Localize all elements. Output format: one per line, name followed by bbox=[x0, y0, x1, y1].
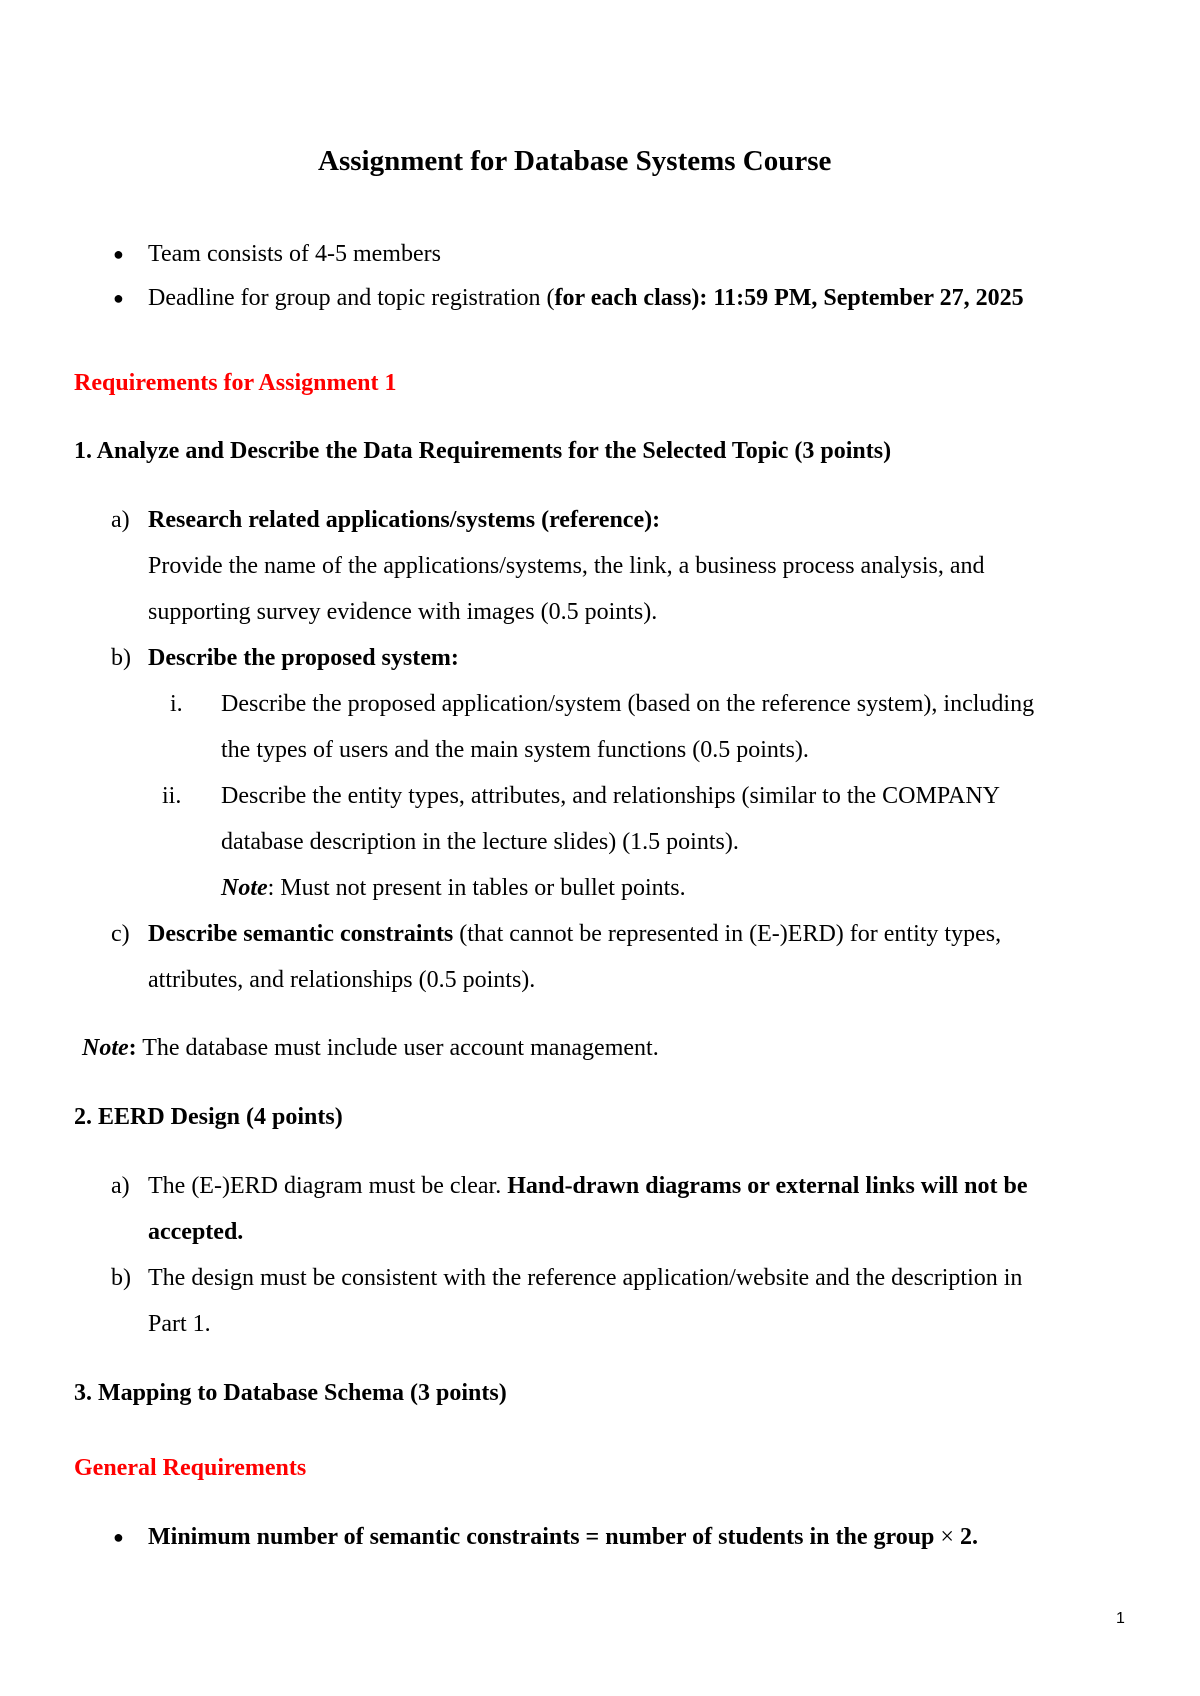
semantic-constraints-line2: attributes, and relationships (0.5 points). bbox=[148, 967, 536, 993]
research-title: Research related applications/systems (reference): bbox=[148, 507, 661, 533]
proposed-ii-line1: Describe the entity types, attributes, and relationships (similar to the COMPANY bbox=[221, 783, 1000, 809]
eerd-clear-line2: accepted. bbox=[148, 1219, 244, 1245]
general-requirements-heading: General Requirements bbox=[74, 1455, 307, 1481]
proposed-note bbox=[221, 873, 686, 903]
proposed-system-title: Describe the proposed system: bbox=[148, 645, 459, 671]
page-number: 1 bbox=[1116, 1610, 1125, 1627]
proposed-i-line2: the types of users and the main system functions (0.5 points). bbox=[221, 737, 809, 763]
note-label: Note bbox=[221, 875, 268, 901]
deadline-bold: for each class): 11:59 PM, September 27, 2025 bbox=[554, 285, 1024, 311]
requirements-heading: Requirements for Assignment 1 bbox=[74, 370, 397, 396]
eerd-consistent-line2: Part 1. bbox=[148, 1311, 211, 1337]
note-text: The database must include user account management. bbox=[136, 1035, 659, 1061]
semantic-constraints-bold: Describe semantic constraints bbox=[148, 921, 454, 947]
section1-heading: 1. Analyze and Describe the Data Requirements for the Selected Topic (3 points) bbox=[74, 438, 892, 464]
item-label-b: b) bbox=[111, 1265, 131, 1291]
bullet-icon: ● bbox=[113, 1527, 124, 1547]
eerd-clear-bold: Hand-drawn diagrams or external links will not be bbox=[507, 1173, 1028, 1199]
bullet-icon: ● bbox=[113, 244, 124, 264]
min-constraints-text bbox=[148, 1522, 978, 1552]
note-label: Note bbox=[82, 1035, 129, 1061]
item-label-b: b) bbox=[111, 645, 131, 671]
section2-heading: 2. EERD Design (4 points) bbox=[74, 1104, 343, 1130]
bullet-icon: ● bbox=[113, 288, 124, 308]
times-symbol: × bbox=[934, 1524, 960, 1550]
team-size-text: Team consists of 4-5 members bbox=[148, 241, 441, 267]
eerd-clear-line1 bbox=[148, 1171, 1027, 1201]
eerd-consistent-line1: The design must be consistent with the reference application/website and the description in bbox=[148, 1265, 1023, 1291]
item-label-a: a) bbox=[111, 1173, 130, 1199]
deadline-text bbox=[148, 283, 1024, 313]
user-account-note bbox=[82, 1033, 659, 1063]
semantic-constraints-line1 bbox=[148, 919, 1001, 949]
item-label-a: a) bbox=[111, 507, 130, 533]
min-constraints-end: 2. bbox=[959, 1524, 978, 1550]
item-label-c: c) bbox=[111, 921, 130, 947]
research-line2: supporting survey evidence with images (0.5 points). bbox=[148, 599, 658, 625]
eerd-clear-text: The (E-)ERD diagram must be clear. bbox=[148, 1173, 508, 1199]
document-title: Assignment for Database Systems Course bbox=[318, 145, 832, 177]
deadline-prefix: Deadline for group and topic registration ( bbox=[148, 285, 555, 311]
proposed-i-line1: Describe the proposed application/system (based on the reference system), including bbox=[221, 691, 1035, 717]
note-text: : Must not present in tables or bullet points. bbox=[267, 875, 686, 901]
proposed-ii-line2: database description in the lecture slides) (1.5 points). bbox=[221, 829, 739, 855]
semantic-constraints-rest: (that cannot be represented in (E-)ERD) for entity types, bbox=[453, 921, 1002, 947]
subitem-label-i: i. bbox=[170, 691, 183, 717]
subitem-label-ii: ii. bbox=[162, 783, 182, 809]
section3-heading: 3. Mapping to Database Schema (3 points) bbox=[74, 1380, 507, 1406]
min-constraints-bold: Minimum number of semantic constraints = number of students in the group bbox=[148, 1524, 935, 1550]
research-line1: Provide the name of the applications/systems, the link, a business process analysis, and bbox=[148, 553, 985, 579]
note-colon: : bbox=[128, 1035, 137, 1061]
